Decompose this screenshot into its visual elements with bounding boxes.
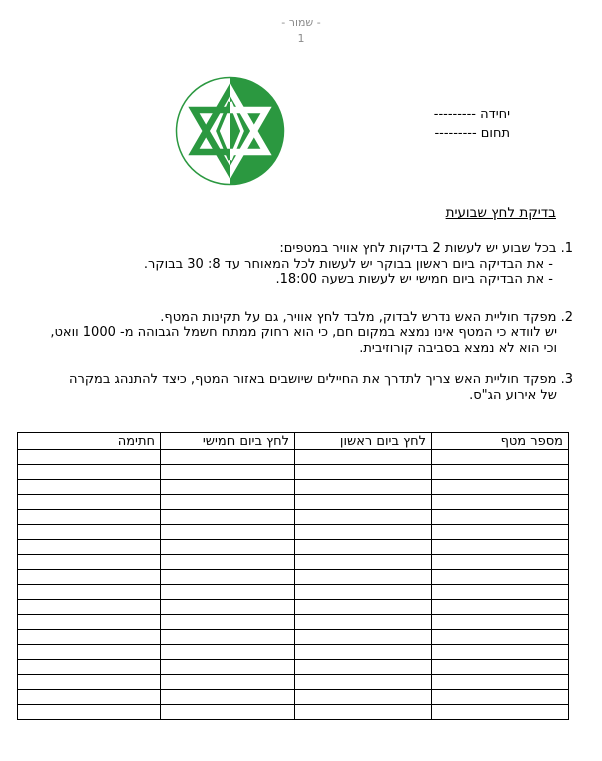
table-row <box>18 570 569 585</box>
table-cell <box>432 495 569 510</box>
table-cell <box>18 465 161 480</box>
table-row <box>18 465 569 480</box>
table-cell <box>432 615 569 630</box>
table-cell <box>295 645 432 660</box>
table-cell <box>161 600 295 615</box>
table-cell <box>161 645 295 660</box>
table-cell <box>295 615 432 630</box>
table-cell <box>161 615 295 630</box>
table-cell <box>432 555 569 570</box>
classification-text: - שמור - <box>281 16 321 29</box>
table-row <box>18 660 569 675</box>
table-cell <box>18 495 161 510</box>
table-row <box>18 690 569 705</box>
table-cell <box>18 600 161 615</box>
page-number: 1 <box>297 32 305 45</box>
table-cell <box>295 450 432 465</box>
table-cell <box>161 525 295 540</box>
table-cell <box>161 480 295 495</box>
table-cell <box>161 675 295 690</box>
table-cell <box>432 480 569 495</box>
table-row <box>18 510 569 525</box>
table-cell <box>161 540 295 555</box>
table-cell <box>161 630 295 645</box>
table-cell <box>161 585 295 600</box>
table-row <box>18 630 569 645</box>
table-cell <box>432 705 569 720</box>
table-cell <box>18 645 161 660</box>
table-cell <box>18 480 161 495</box>
table-cell <box>432 660 569 675</box>
unit-emblem <box>171 76 289 190</box>
table-cell <box>432 585 569 600</box>
column-header-sunday-pressure: לחץ ביום ראשון <box>295 433 432 450</box>
list-item-1 <box>18 241 573 288</box>
table-cell <box>432 465 569 480</box>
sector-field-line: תחום --------- <box>434 126 510 141</box>
table-cell <box>295 510 432 525</box>
list-item-1-line: 1. בכל שבוע יש לעשות 2 בדיקות לחץ אוויר במטפים: <box>279 241 573 256</box>
table-cell <box>432 630 569 645</box>
column-header-extinguisher-number: מספר מטף <box>432 433 569 450</box>
list-item-3-line-1: 3. מפקד חוליית האש צריך לתדרך את החיילים שיושבים באזור המטף, כיצד להתנהג במקרה <box>68 372 573 387</box>
table-cell <box>432 510 569 525</box>
unit-field-line: יחידה --------- <box>433 107 510 122</box>
table-row <box>18 480 569 495</box>
table-cell <box>432 645 569 660</box>
list-item-3-line-2: של אירוע הג"ס. <box>469 387 557 403</box>
table-cell <box>161 495 295 510</box>
table-cell <box>18 675 161 690</box>
document-title: בדיקת לחץ שבועית <box>445 205 556 221</box>
pressure-table-body <box>18 450 569 720</box>
table-row <box>18 675 569 690</box>
instructions <box>18 241 573 403</box>
table-row <box>18 450 569 465</box>
table-cell <box>161 465 295 480</box>
table-cell <box>161 450 295 465</box>
table-cell <box>161 660 295 675</box>
table-row <box>18 600 569 615</box>
table-row <box>18 705 569 720</box>
list-item-1-bullet-1: - את הבדיקה ביום ראשון בבוקר יש לעשות לכל המאוחר עד 8: 30 בבוקר. <box>143 256 553 272</box>
table-cell <box>432 525 569 540</box>
table-cell <box>432 570 569 585</box>
table-cell <box>18 660 161 675</box>
table-cell <box>295 630 432 645</box>
column-header-signature: חתימה <box>18 433 161 450</box>
table-cell <box>161 690 295 705</box>
table-cell <box>18 510 161 525</box>
table-cell <box>161 705 295 720</box>
table-cell <box>295 465 432 480</box>
table-row <box>18 555 569 570</box>
table-cell <box>295 480 432 495</box>
table-cell <box>432 690 569 705</box>
unit-emblem-logo <box>171 76 289 186</box>
table-cell <box>432 600 569 615</box>
table-cell <box>18 540 161 555</box>
table-row <box>18 585 569 600</box>
table-cell <box>295 525 432 540</box>
table-row <box>18 645 569 660</box>
table-cell <box>295 570 432 585</box>
table-cell <box>432 450 569 465</box>
table-row <box>18 525 569 540</box>
table-cell <box>295 540 432 555</box>
classification-header <box>0 15 602 47</box>
table-row <box>18 540 569 555</box>
table-cell <box>432 540 569 555</box>
table-row <box>18 495 569 510</box>
unit-fields <box>434 105 510 143</box>
table-cell <box>18 615 161 630</box>
table-cell <box>295 495 432 510</box>
table-cell <box>18 570 161 585</box>
table-cell <box>18 525 161 540</box>
table-row <box>18 615 569 630</box>
list-item-1-bullet-2: - את הבדיקה ביום חמישי יש לעשות בשעה 18:00. <box>275 272 553 287</box>
list-item-2 <box>18 310 573 357</box>
list-item-3 <box>18 372 573 403</box>
table-cell <box>295 675 432 690</box>
list-item-2-line-1: 2. מפקד חוליית האש נדרש לבדוק, מלבד לחץ אוויר, גם על תקינות המטף. <box>160 309 573 325</box>
table-cell <box>161 510 295 525</box>
table-cell <box>18 585 161 600</box>
table-cell <box>295 585 432 600</box>
table-cell <box>295 690 432 705</box>
table-cell <box>18 450 161 465</box>
column-header-thursday-pressure: לחץ ביום חמישי <box>161 433 295 450</box>
table-cell <box>18 555 161 570</box>
table-cell <box>18 705 161 720</box>
table-cell <box>161 555 295 570</box>
table-cell <box>295 600 432 615</box>
list-item-2-line-3: וכי הוא לא נמצא בסביבה קורוזיבית. <box>359 340 557 356</box>
table-cell <box>295 555 432 570</box>
table-cell <box>18 690 161 705</box>
table-cell <box>161 570 295 585</box>
table-cell <box>18 630 161 645</box>
table-cell <box>295 660 432 675</box>
list-item-2-line-2: יש לוודא כי המטף אינו נמצא במקום חם, כי הוא רחוק ממתח חשמל הגבוהה מ- 1000 וואט, <box>50 325 557 340</box>
table-cell <box>295 705 432 720</box>
table-header-row <box>18 433 569 450</box>
table-cell <box>432 675 569 690</box>
pressure-log-table <box>17 432 569 720</box>
